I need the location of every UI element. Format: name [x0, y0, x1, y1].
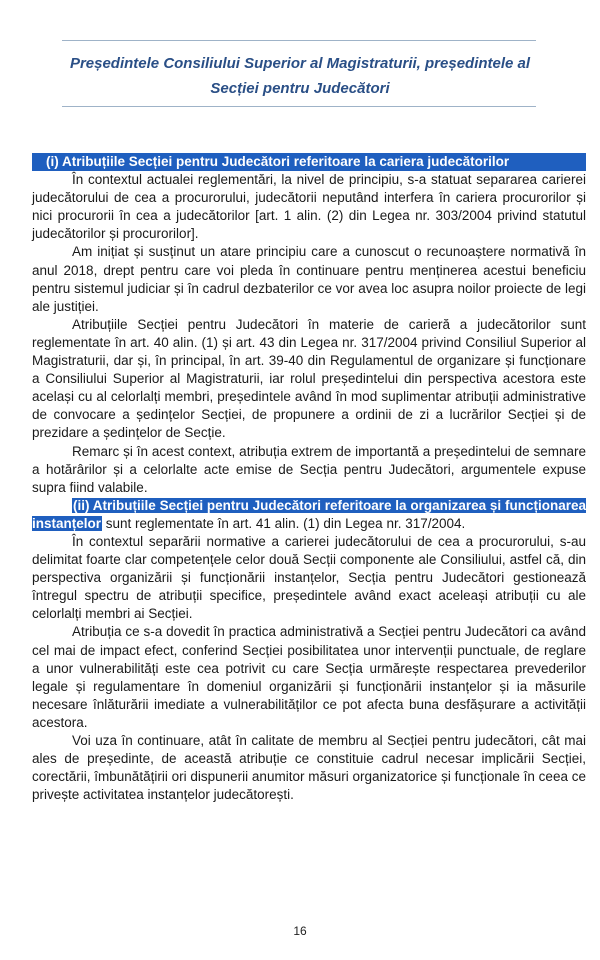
header-rule-bottom: [62, 106, 536, 107]
page-title: [40, 51, 560, 101]
section-heading-2: (ii) Atribuțiile Secției pentru Judecători referitoare la organizarea și funcționarea instanțelor: [32, 497, 586, 531]
header-rule-top: [62, 40, 536, 41]
paragraph: Voi uza în continuare, atât în calitate de membru al Secției pentru judecători, cât mai ales de președinte, de această atribuție ce constituie cadrul necesar implicării Secției, corectării, îmbunătățirii ori dispunerii anumitor măsuri organizatorice și funcționale în ceea ce privește activitatea instanțelor judecătorești.: [32, 733, 586, 803]
title-line-1: Președintele Consiliului Superior al Magistraturii, președintele al: [69, 55, 531, 72]
paragraph: Atribuțiile Secției pentru Judecători în materie de carieră a judecătorilor sunt reglementate în art. 40 alin. (1) și art. 43 din Legea nr. 317/2004 privind Consiliul Superior al Magistraturii, dar și, în principal, în art. 39-40 din Regulamentul de organizare și funcționare a Consiliului Superior al Magistraturii, iar rolul președintelui din perspectiva acestora este același cu al celorlalți membri, președintele având în mod suplimentar atribuții administrative de convocare a ședințelor Secției, de propunere a ordinii de zi a lucrărilor Secției și de prezidare a ședințelor de Secție.: [32, 316, 586, 441]
paragraph: În contextul separării normative a carierei judecătorului de cea a procurorului, s-au delimitat foarte clar competențele celor două Secții componente ale Consiliului, astfel că, din perspectiva organizării și funcționării instanțelor, Secția pentru Judecători gestionează întregul spectru de atribuții specifice, președintele având exact aceleași atribuții cu ale celorlalți membri ai Secției.: [32, 533, 586, 622]
document-body: [32, 153, 586, 804]
section-heading-1: (i) Atribuțiile Secției pentru Judecători referitoare la cariera judecătorilor: [32, 153, 586, 171]
paragraph: Atribuția ce s-a dovedit în practica administrativă a Secției pentru Judecători ca având cel mai de impact efect, conferind Secției posibilitatea unor intervenții punctuale, de reglare a unor vulnerabilități este cea potrivit cu care Secția urmărește respectarea prevederilor legale și regulamentare în domeniul organizării și funcționării instanțelor și ia măsurile necesare înlăturării imediate a vulnerabilităților ce pot afecta buna desfășurare a activității acestora.: [32, 624, 586, 730]
title-line-2: Secției pentru Judecători: [210, 80, 390, 97]
section-heading-2-rest: sunt reglementate în art. 41 alin. (1) din Legea nr. 317/2004.: [102, 515, 466, 531]
paragraph: În contextul actualei reglementări, la nivel de principiu, s-a statuat separarea carierei judecătorului de cea a procurorului, judecătorii neputând interfera în cariera procurorilor și nici procurorii în cea a judecătorilor [art. 1 alin. (2) din Legea nr. 303/2004 privind statutul judecătorilor și procurorilor].: [32, 172, 586, 242]
paragraph: Am inițiat și susținut un atare principiu care a cunoscut o recunoaștere normativă în anul 2018, drept pentru care voi pleda în continuare pentru menținerea acestui beneficiu pentru sistemul judiciar și în cadrul dezbaterilor ce vor avea loc asupra noilor proiecte de legi ale justiției.: [32, 244, 586, 314]
paragraph: Remarc și în acest context, atribuția extrem de importantă a președintelui de semnare a hotărârilor și a celorlalte acte emise de Secția pentru Judecători, argumentele expuse supra fiind valabile.: [32, 443, 586, 495]
section-heading-2-paragraph: [32, 497, 586, 533]
page-number: 16: [293, 924, 307, 938]
